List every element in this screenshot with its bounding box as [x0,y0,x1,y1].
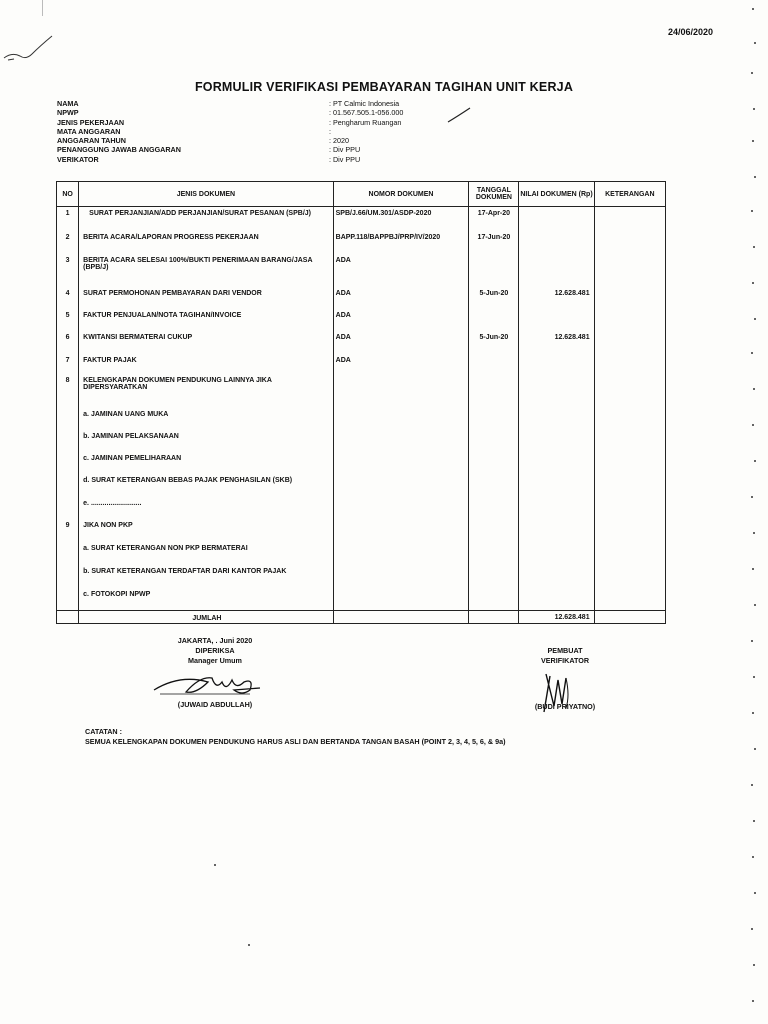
print-date: 24/06/2020 [668,27,714,37]
info-row: PENANGGUNG JAWAB ANGGARAN : Div PPU [57,145,361,155]
col-no: NO [57,182,79,207]
table-row: c. JAMINAN PEMELIHARAAN [57,452,666,474]
table-row: c. FOTOKOPI NPWP [57,588,666,611]
table-row: 6 KWITANSI BERMATERAI CUKUP ADA 5-Jun-20 12.628.481 [57,331,666,354]
col-nomor: NOMOR DOKUMEN [333,182,469,207]
table-row: a. JAMINAN UANG MUKA [57,408,666,430]
table-row: e. .......................... [57,497,666,519]
table-row: b. SURAT KETERANGAN TERDAFTAR DARI KANTOR PAJAK [57,565,666,588]
total-value: 12.628.481 [519,611,594,624]
info-row: MATA ANGGARAN : [57,126,331,136]
table-row: 5 FAKTUR PENJUALAN/NOTA TAGIHAN/INVOICE ADA [57,309,666,331]
info-row: NAMA : PT Calmic Indonesia [57,99,400,108]
total-label: JUMLAH [79,611,333,624]
notes-heading: CATATAN : [85,727,122,736]
sign-title: VERIFIKATOR [540,656,590,665]
table-row: 3 BERITA ACARA SELESAI 100%/BUKTI PENERIMAAN BARANG/JASA (BPB/J) ADA [57,254,666,287]
table-row: 7 FAKTUR PAJAK ADA [57,354,666,374]
table-row: d. SURAT KETERANGAN BEBAS PAJAK PENGHASILAN (SKB) [57,474,666,497]
sign-name: (BUDI PRIYATNO) [534,702,596,711]
sign-name: (JUWAID ABDULLAH) [177,700,253,709]
table-row: 1 SURAT PERJANJIAN/ADD PERJANJIAN/SURAT PESANAN (SPB/J) SPB/J.66/UM.301/ASDP-2020 17-Apr-20 [57,207,666,231]
form-title: FORMULIR VERIFIKASI PEMBAYARAN TAGIHAN UNIT KERJA [194,80,574,94]
col-ket: KETERANGAN [594,182,665,207]
table-row: 2 BERITA ACARA/LAPORAN PROGRESS PEKERJAAN BAPP.118/BAPPBJ/PRP/IV/2020 17-Jun-20 [57,231,666,254]
notes-text: SEMUA KELENGKAPAN DOKUMEN PENDUKUNG HARUS ASLI DAN BERTANDA TANGAN BASAH (POINT 2, 3, 4, 5, 6, & 9a) [85,737,506,746]
table-row: a. SURAT KETERANGAN NON PKP BERMATERAI [57,542,666,565]
info-row: JENIS PEKERJAAN : Pengharum Ruangan [57,117,402,127]
col-tanggal: TANGGAL DOKUMEN [469,182,519,207]
sign-title: Manager Umum [188,656,242,665]
info-row: NPWP : 01.567.505.1-056.000 [57,108,404,118]
col-nilai: NILAI DOKUMEN (Rp) [519,182,594,207]
sign-role: DIPERIKSA [195,646,235,655]
table-row: 4 SURAT PERMOHONAN PEMBAYARAN DARI VENDOR ADA 5-Jun-20 12.628.481 [57,287,666,309]
sign-role: PEMBUAT [547,646,583,655]
info-row: VERIKATOR : Div PPU [57,154,361,164]
info-row: ANGGARAN TAHUN : 2020 [57,136,349,146]
table-row: 9 JIKA NON PKP [57,519,666,542]
table-row: 8 KELENGKAPAN DOKUMEN PENDUKUNG LAINNYA JIKA DIPERSYARATKAN [57,374,666,408]
table-row: b. JAMINAN PELAKSANAAN [57,430,666,452]
col-jenis: JENIS DOKUMEN [79,182,333,207]
sign-date: JAKARTA, . Juni 2020 [177,636,253,645]
